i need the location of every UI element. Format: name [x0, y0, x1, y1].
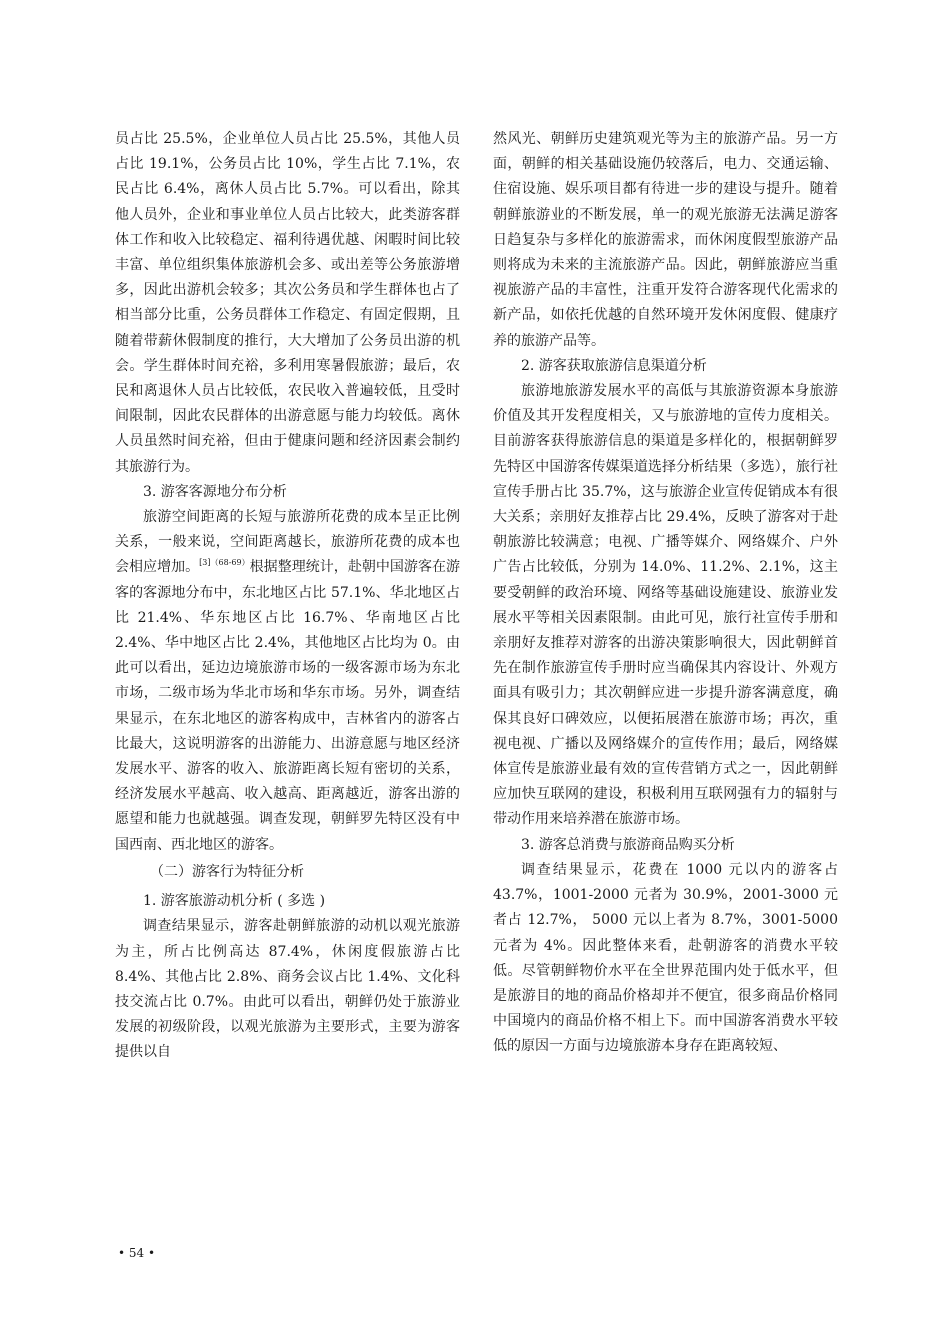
page-number: • 54 •: [118, 1246, 156, 1260]
paragraph-origin-b: 根据整理统计，赴朝中国游客在游客的客源地分布中，东北地区占比 57.1%、华北地区占比 21.4%、华东地区占比 16.7%、华南地区占比 2.4%、华中地区占比 2.4%，其他地区占比均为 0。由此可以看出，延边边境旅游市场的一级客源市场为东北市场，二级市场为华北市场和华东市场。另外，调查结果显示，在东北地区的游客构成中，吉林省内的游客占比最大，这说明游客的出游能力、出游意愿与地区经济发展水平、游客的收入、旅游距离长短有密切的关系，经济发展水平越高、收入越高、距离越近，游客出游的愿望和能力也就越强。调查发现，朝鲜罗先特区没有中国西南、西北地区的游客。: [115, 559, 461, 853]
paragraph-consumption: 调查结果显示，花费在 1000 元以内的游客占 43.7%，1001-2000 元者为 30.9%，2001-3000 元者占 12.7%， 5000 元以上者为 8.7%，3001-5000 元者为 4%。因此整体来看，赴朝游客的消费水平较低。尽管朝鲜物价水平在全世界范围内处于低水平，但是旅游目的地的商品价格却并不便宜，很多商品价格同中国境内的商品价格不相上下。而中国游客消费水平较低的原因一方面与边境旅游本身存在距离较短、: [493, 861, 838, 1055]
left-column: [115, 127, 460, 1066]
paragraph-occupation: 员占比 25.5%，企业单位人员占比 25.5%，其他人员占比 19.1%，公务员占比 10%，学生占比 7.1%，农民占比 6.4%，离休人员占比 5.7%。可以看出，除其他人员外，企业和事业单位人员占比较大，此类游客群体工作和收入比较稳定、福利待遇优越、闲暇时间比较丰富、单位组织集体旅游机会多、或出差等公务旅游增多，因此出游机会较多；其次公务员和学生群体也占了相当部分比重，公务员群体工作稳定、有固定假期，且随着带薪休假制度的推行，大大增加了公务员出游的机会。学生群体时间充裕，多利用寒暑假旅游；最后，农民和离退休人员占比较低，农民收入普遍较低，且受时间限制，因此农民群体的出游意愿与能力均较低。离休人员虽然时间充裕，但由于健康问题和经济因素会制约其旅游行为。: [115, 131, 460, 475]
heading-info-channels: 2. 游客获取旅游信息渠道分析: [521, 357, 707, 374]
heading-origin-distribution: 3. 游客客源地分布分析: [143, 483, 287, 500]
heading-motivation: 1. 游客旅游动机分析 ( 多选 ): [143, 893, 326, 910]
section-heading-behavior: （二）游客行为特征分析: [150, 863, 304, 880]
right-column: [493, 127, 838, 1060]
paragraph-products: 然风光、朝鲜历史建筑观光等为主的旅游产品。另一方面，朝鲜的相关基础设施仍较落后，电力、交通运输、住宿设施、娱乐项目都有待进一步的建设与提升。随着朝鲜旅游业的不断发展，单一的观光旅游无法满足游客日趋复杂与多样化的旅游需求，而休闲度假型旅游产品则将成为未来的主流旅游产品。因此，朝鲜旅游应当重视旅游产品的丰富性，注重开发符合游客现代化需求的新产品，如依托优越的自然环境开发休闲度假、健康疗养的旅游产品等。: [493, 131, 838, 349]
paragraph-origin: [115, 505, 460, 858]
heading-consumption: 3. 游客总消费与旅游商品购买分析: [521, 836, 735, 853]
citation-ref: [3]（68-69）: [199, 558, 250, 568]
paragraph-origin-a: 旅游空间距离的长短与旅游所花费的成本呈正比例关系，一般来说，空间距离越长，旅游所花费的成本也会相应增加。: [115, 509, 460, 576]
paragraph-info-channels: 旅游地旅游发展水平的高低与其旅游资源本身旅游价值及其开发程度相关，又与旅游地的宣传力度相关。目前游客获得旅游信息的渠道是多样化的，根据朝鲜罗先特区中国游客传媒渠道选择分析结果（多选），旅行社宣传手册占比 35.7%，这与旅游企业宣传促销成本有很大关系；亲朋好友推荐占比 29.4%，反映了游客对于赴朝旅游比较满意；电视、广播等媒介、网络媒介、户外广告占比较低，分别为 14.0%、11.2%、2.1%，这主要受朝鲜的政治环境、网络等基础设施建设、旅游业发展水平等相关因素限制。由此可见，旅行社宣传手册和亲朋好友推荐对游客的出游决策影响很大，因此朝鲜首先在制作旅游宣传手册时应当确保其内容设计、外观方面具有吸引力；其次朝鲜应进一步提升游客满意度，确保其良好口碑效应，以便拓展潜在旅游市场；再次，重视电视、广播以及网络媒介的宣传作用；最后，网络媒体宣传是旅游业最有效的宣传营销方式之一，因此朝鲜应加快互联网的建设，积极利用互联网强有力的辐射与带动作用来培养潜在旅游市场。: [493, 383, 838, 828]
paragraph-motivation: 调查结果显示，游客赴朝鲜旅游的动机以观光旅游为主，所占比例高达 87.4%，休闲度假旅游占比 8.4%、其他占比 2.8%、商务会议占比 1.4%、文化科技交流占比 0.7%。由此可以看出，朝鲜仍处于旅游业发展的初级阶段，以观光旅游为主要形式，主要为游客提供以自: [115, 918, 460, 1061]
